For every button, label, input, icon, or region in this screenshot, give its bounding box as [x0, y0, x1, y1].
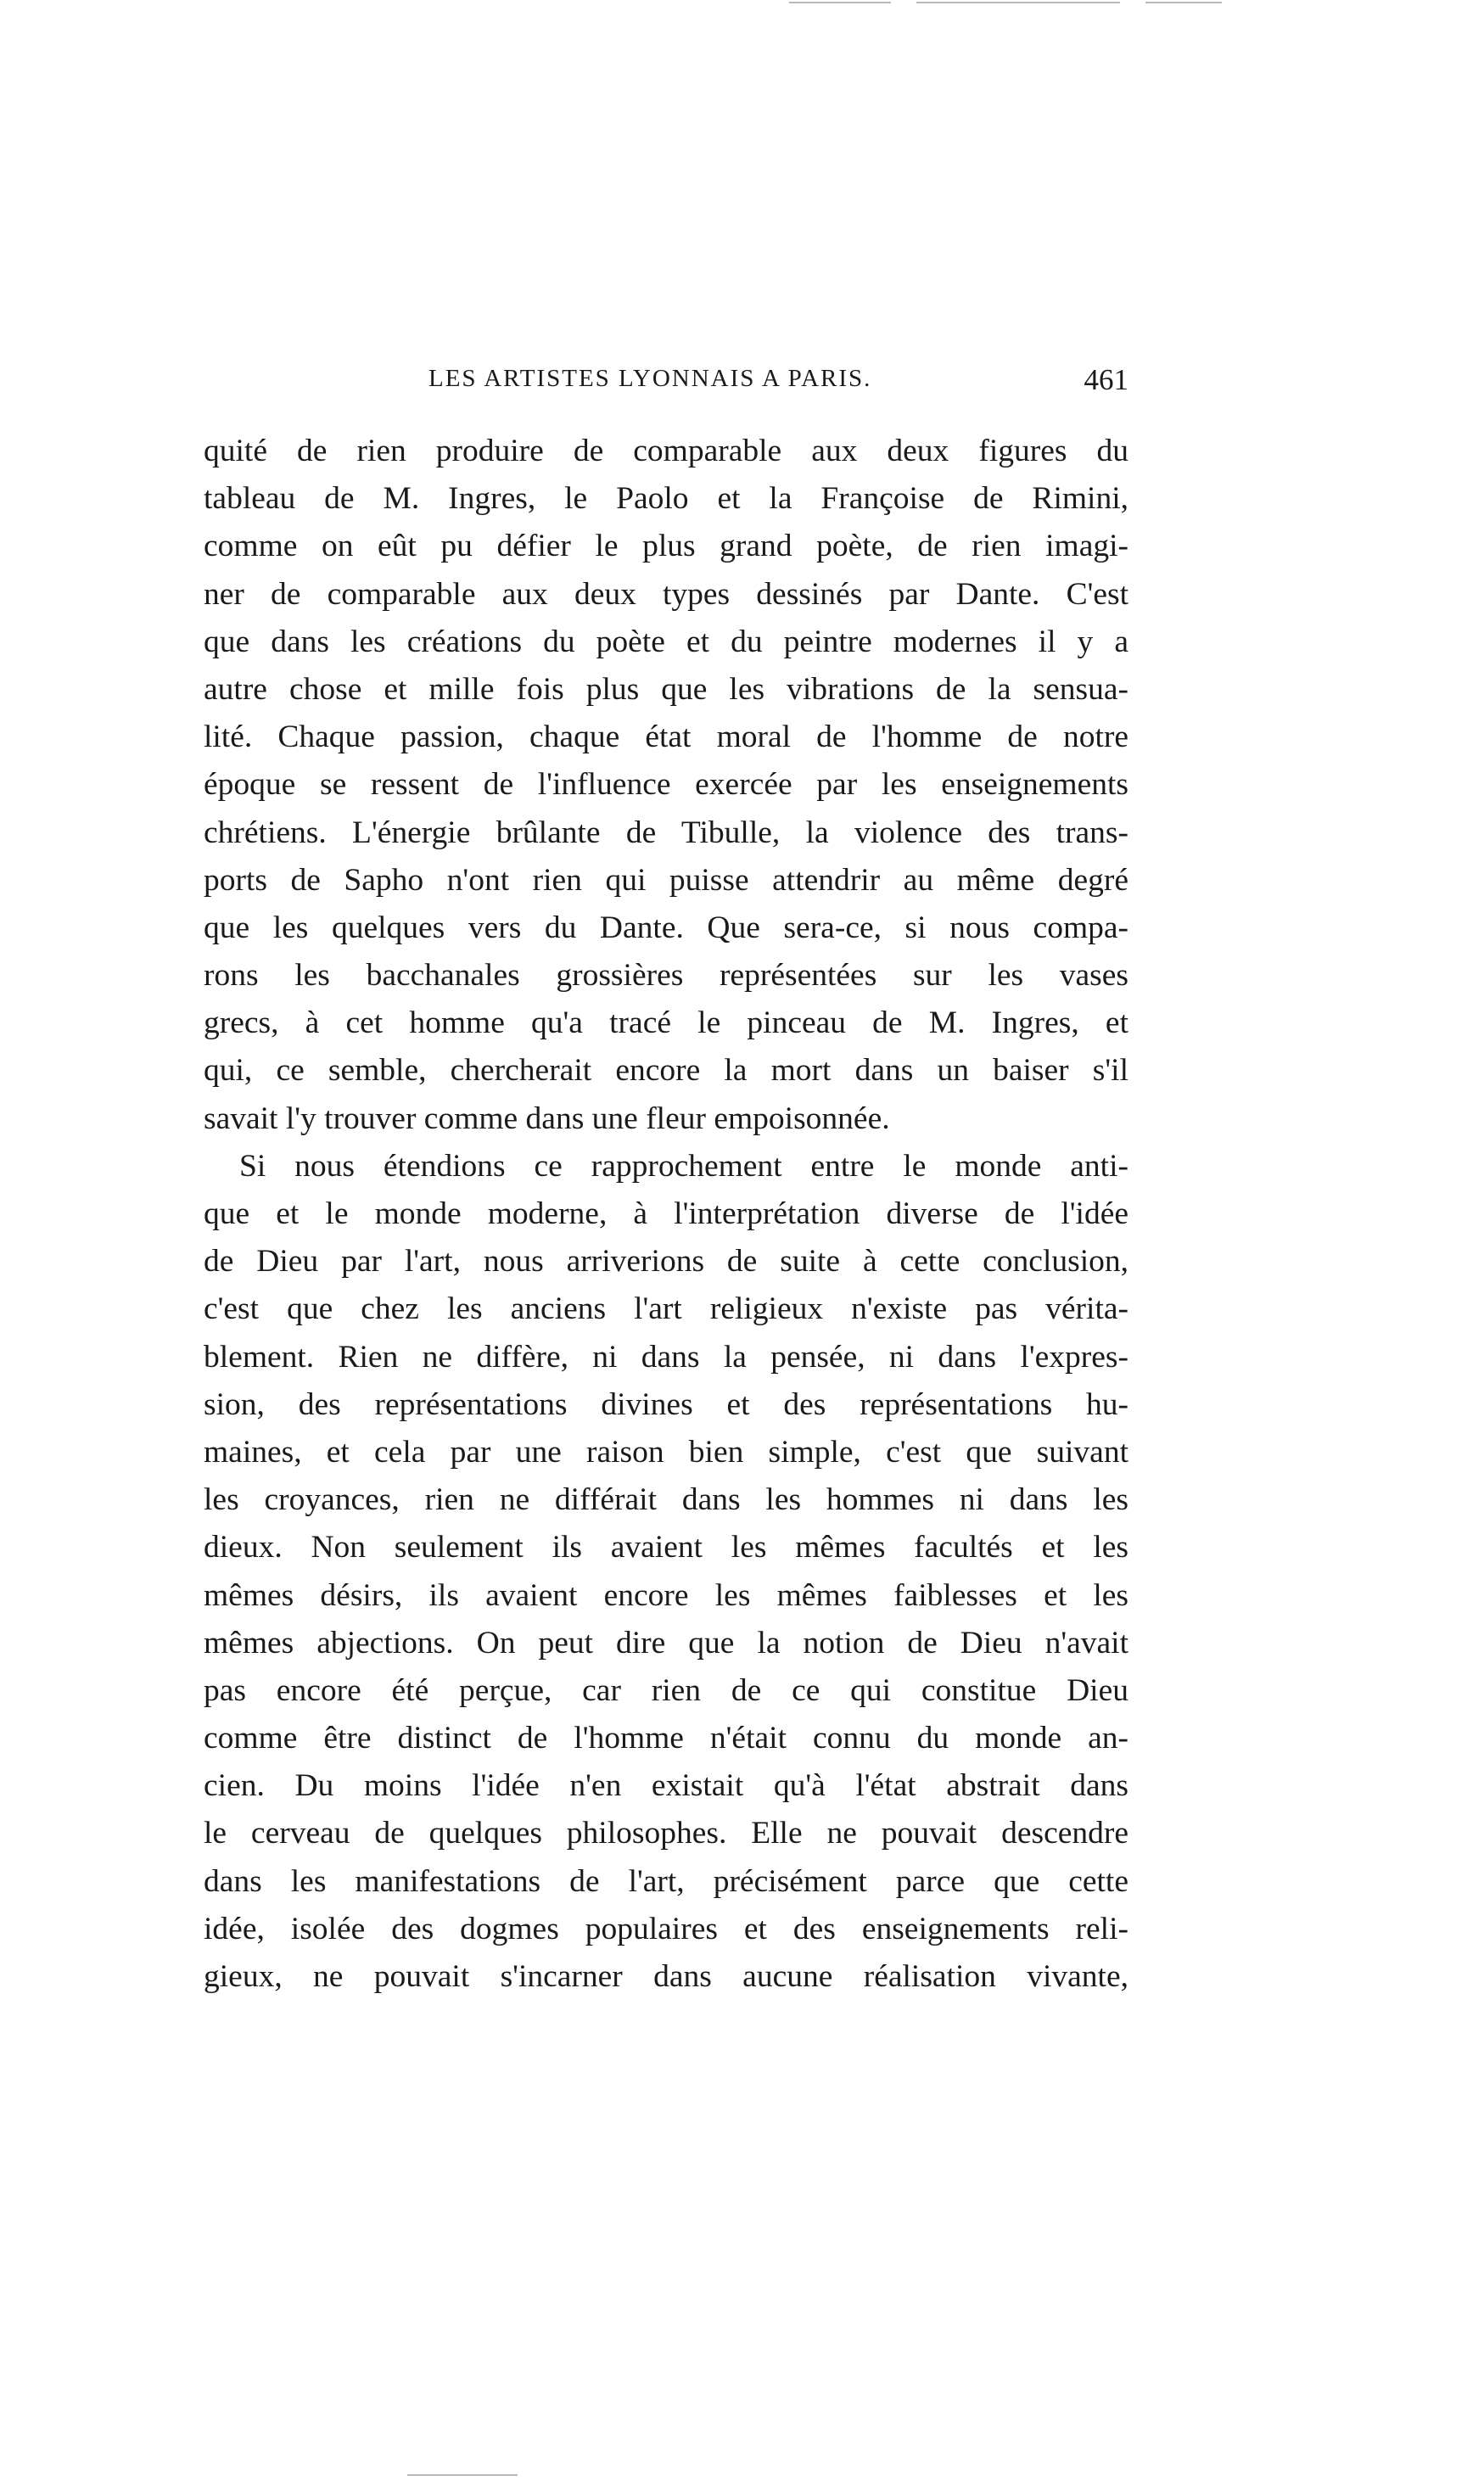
page-number: 461: [1084, 363, 1128, 396]
text-line: idée, isolée des dogmes populaires et des enseignements reli-: [204, 1911, 1128, 1946]
text-line: que et le monde moderne, à l'interprétation diverse de l'idée: [204, 1196, 1128, 1231]
scan-edge-mark-bottom: [407, 2474, 518, 2476]
text-line: grecs, à cet homme qu'a tracé le pinceau de M. Ingres, et: [204, 1005, 1128, 1041]
text-line: ner de comparable aux deux types dessinés par Dante. C'est: [204, 576, 1128, 612]
text-line: autre chose et mille fois plus que les vibrations de la sensua-: [204, 671, 1128, 707]
text-line: cien. Du moins l'idée n'en existait qu'à l'état abstrait dans: [204, 1768, 1128, 1804]
text-line: rons les bacchanales grossières représentées sur les vases: [204, 958, 1128, 994]
text-line: quité de rien produire de comparable aux deux figures du: [204, 434, 1128, 468]
text-line: que dans les créations du poète et du peintre modernes il y a: [204, 624, 1128, 659]
scan-edge-mark-top-right: [1145, 2, 1222, 3]
text-line: les croyances, rien ne différait dans les hommes ni dans les: [204, 1482, 1128, 1518]
text-line: tableau de M. Ingres, le Paolo et la Françoise de Rimini,: [204, 481, 1128, 517]
text-line: savait l'y trouver comme dans une fleur empoisonnée.: [204, 1100, 890, 1136]
text-line: comme on eût pu défier le plus grand poète, de rien imagi-: [204, 529, 1128, 564]
running-title: LES ARTISTES LYONNAIS A PARIS.: [428, 365, 872, 392]
text-line: époque se ressent de l'influence exercée par les enseignements: [204, 767, 1128, 803]
text-line: lité. Chaque passion, chaque état moral de l'homme de notre: [204, 720, 1128, 755]
text-line: gieux, ne pouvait s'incarner dans aucune réalisation vivante,: [204, 1959, 1128, 1994]
text-line: maines, et cela par une raison bien simple, c'est que suivant: [204, 1434, 1128, 1470]
text-line: sion, des représentations divines et des représentations hu-: [204, 1386, 1128, 1422]
scan-edge-mark-top-mid: [916, 2, 1120, 3]
text-line: c'est que chez les anciens l'art religieux n'existe pas vérita-: [204, 1291, 1128, 1327]
text-line: mêmes abjections. On peut dire que la notion de Dieu n'avait: [204, 1625, 1128, 1661]
text-line: dieux. Non seulement ils avaient les mêmes facultés et les: [204, 1530, 1128, 1565]
text-line: chrétiens. L'énergie brûlante de Tibulle, la violence des trans-: [204, 815, 1128, 850]
text-line: le cerveau de quelques philosophes. Elle ne pouvait descendre: [204, 1816, 1128, 1851]
text-line: Si nous étendions ce rapprochement entre le monde anti-: [239, 1148, 1128, 1184]
paragraph: [204, 1143, 1128, 2001]
text-line: de Dieu par l'art, nous arriverions de suite à cette conclusion,: [204, 1244, 1128, 1280]
paragraph: [204, 428, 1128, 1143]
text-line: mêmes désirs, ils avaient encore les mêmes faiblesses et les: [204, 1577, 1128, 1613]
text-line: ports de Sapho n'ont rien qui puisse attendrir au même degré: [204, 862, 1128, 898]
text-line: pas encore été perçue, car rien de ce qui constitue Dieu: [204, 1672, 1128, 1708]
text-line: que les quelques vers du Dante. Que sera-ce, si nous compa-: [204, 910, 1128, 945]
text-line: qui, ce semble, chercherait encore la mort dans un baiser s'il: [204, 1053, 1128, 1089]
scan-edge-mark-top-left: [789, 2, 891, 3]
text-line: comme être distinct de l'homme n'était connu du monde an-: [204, 1721, 1128, 1756]
text-line: blement. Rien ne diffère, ni dans la pensée, ni dans l'expres-: [204, 1339, 1128, 1375]
body-text: [204, 428, 1128, 2001]
page-header: [204, 365, 1128, 399]
text-line: dans les manifestations de l'art, précisément parce que cette: [204, 1863, 1128, 1899]
